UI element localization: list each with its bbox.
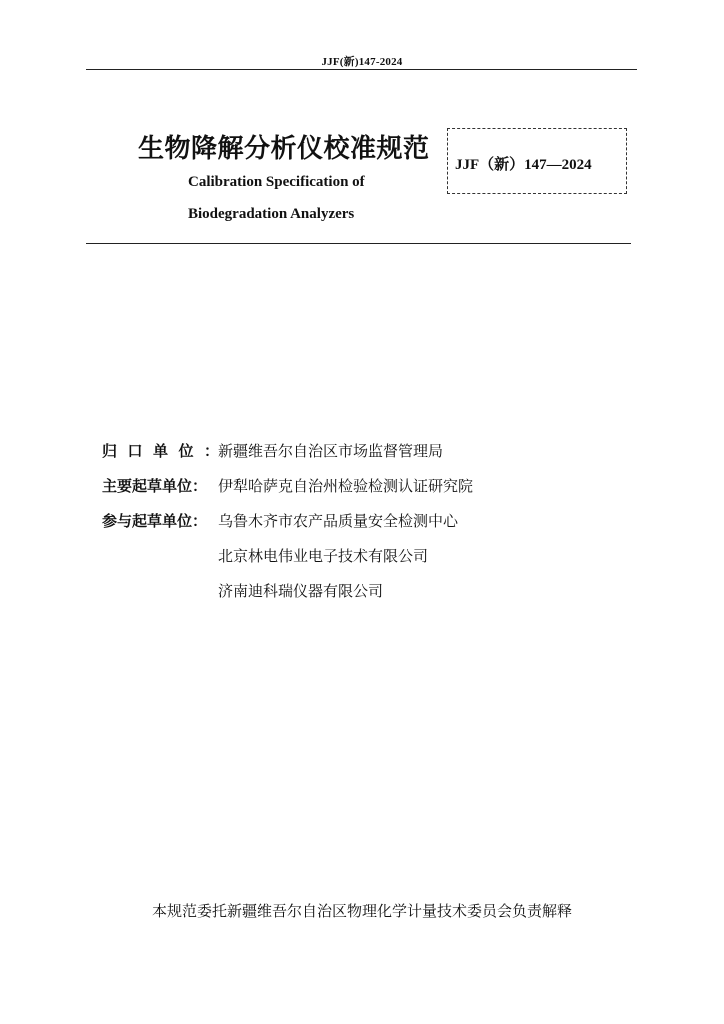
unit-row-participant (102, 545, 473, 580)
unit-label: 参与起草单位： (102, 512, 208, 530)
unit-label: 归口单位： (102, 442, 230, 460)
unit-row-responsible (102, 440, 473, 475)
unit-row-main-drafter (102, 475, 473, 510)
unit-row-participant (102, 580, 473, 615)
drafting-units (102, 440, 473, 615)
unit-value: 乌鲁木齐市农产品质量安全检测中心 (218, 512, 459, 530)
unit-value: 北京林电伟业电子技术有限公司 (218, 547, 429, 565)
unit-label: 主要起草单位： (102, 477, 208, 495)
title-english-line1: Calibration Specification of (188, 174, 365, 190)
running-header: JJF(新)147-2024 (321, 56, 403, 68)
unit-value: 伊犁哈萨克自治州检验检测认证研究院 (218, 477, 474, 495)
header-rule (86, 69, 637, 70)
unit-value: 济南迪科瑞仪器有限公司 (218, 582, 384, 600)
title-chinese: 生物降解分析仪校准规范 (138, 134, 430, 164)
interpretation-note: 本规范委托新疆维吾尔自治区物理化学计量技术委员会负责解释 (151, 902, 572, 920)
specification-code: JJF（新）147—2024 (455, 157, 592, 173)
unit-row-participant (102, 510, 473, 545)
title-rule (86, 243, 631, 244)
unit-value: 新疆维吾尔自治区市场监督管理局 (218, 442, 444, 460)
title-english-line2: Biodegradation Analyzers (188, 206, 355, 222)
